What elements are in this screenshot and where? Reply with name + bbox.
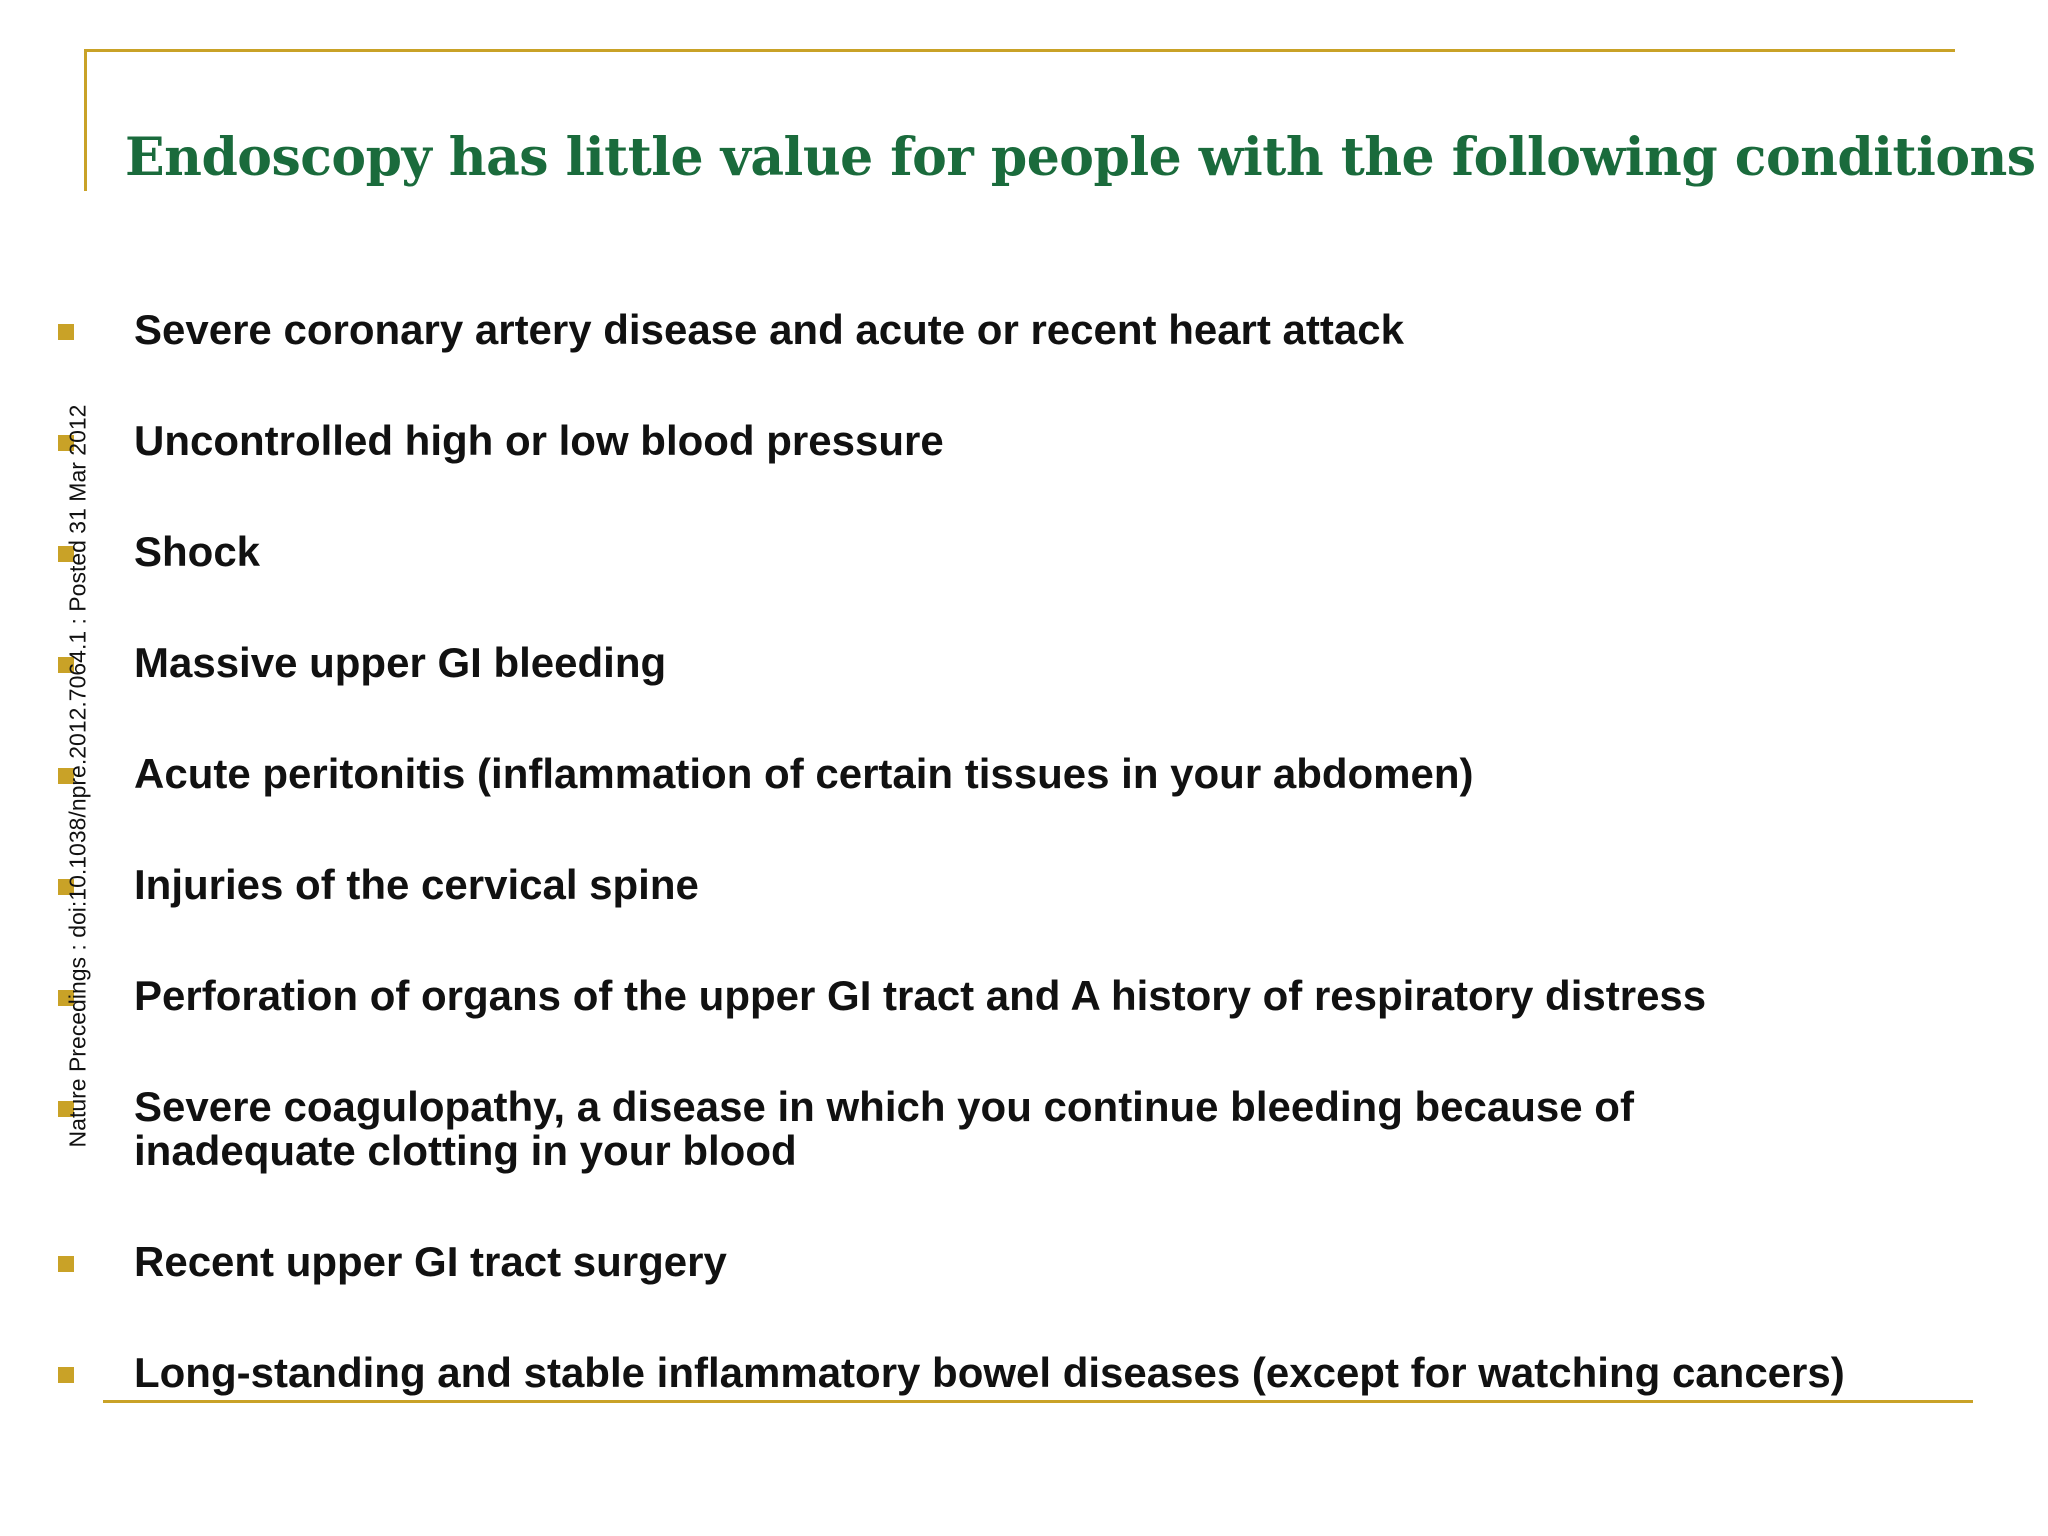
bullet-text: Massive upper GI bleeding [134, 639, 667, 686]
square-bullet-icon [58, 324, 74, 340]
frame-top-rule [84, 49, 1955, 52]
square-bullet-icon [58, 1367, 74, 1383]
bullet-text: Injuries of the cervical spine [134, 861, 699, 908]
frame-left-rule [84, 49, 87, 191]
square-bullet-icon [58, 1256, 74, 1272]
watermark-text: Nature Precedings : doi:10.1038/npre.2012.7064.1 : Posted 31 Mar 2012 [64, 404, 91, 1148]
frame-bottom-rule [103, 1400, 1973, 1403]
bullet-text: Shock [134, 528, 261, 575]
bullet-text: Severe coagulopathy, a disease in which you continue bleeding because of [134, 1083, 1634, 1130]
bullet-text-continuation: inadequate clotting in your blood [134, 1127, 797, 1174]
bullet-text: Long-standing and stable inflammatory bowel diseases (except for watching cancers) [134, 1349, 1845, 1396]
bullet-text: Recent upper GI tract surgery [134, 1238, 727, 1285]
bullet-text: Acute peritonitis (inflammation of certain tissues in your abdomen) [134, 750, 1474, 797]
bullet-text: Severe coronary artery disease and acute or recent heart attack [134, 306, 1404, 353]
bullet-text: Uncontrolled high or low blood pressure [134, 417, 944, 464]
bullet-text: Perforation of organs of the upper GI tract and A history of respiratory distress [134, 972, 1707, 1019]
slide-title: Endoscopy has little value for people with the following conditions [125, 127, 2036, 188]
